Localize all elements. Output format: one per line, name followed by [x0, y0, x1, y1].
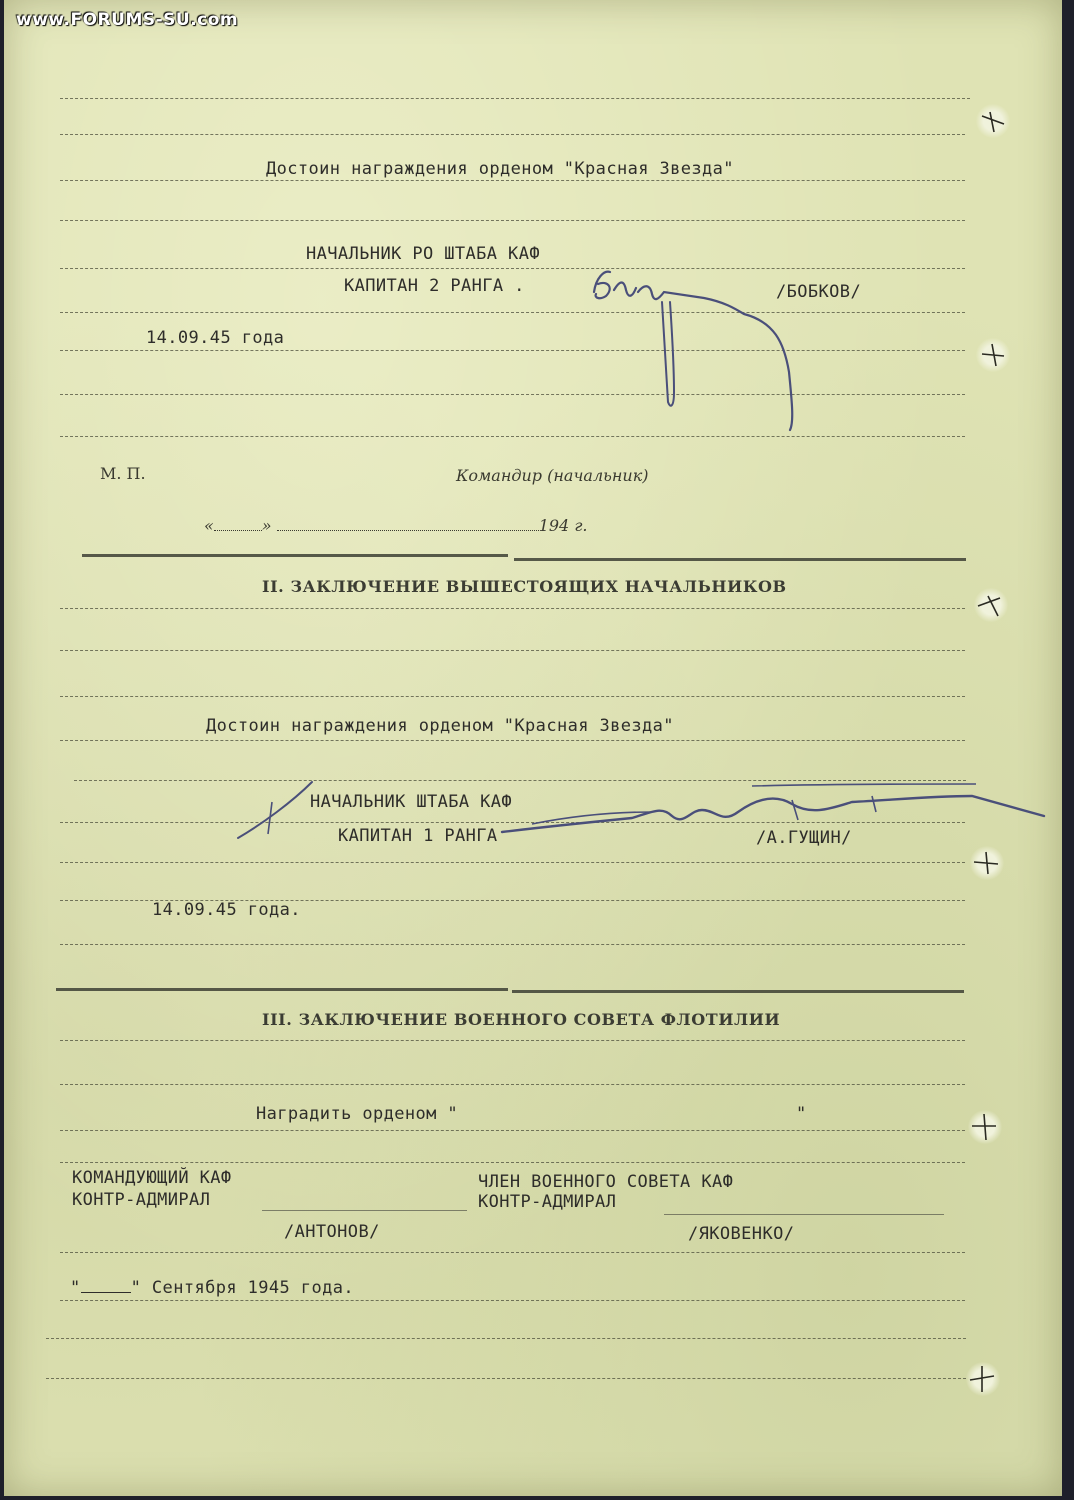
signature-bobkov: [584, 262, 814, 442]
form-line: [60, 1130, 965, 1131]
form-line: [60, 696, 965, 697]
section-divider: [514, 558, 966, 561]
form-line: [60, 1040, 965, 1041]
form-line: [60, 134, 965, 135]
form-line: [60, 650, 965, 651]
section-divider: [512, 990, 964, 993]
form-line: [60, 608, 965, 609]
form-line: [60, 312, 965, 313]
signer-rank: КАПИТАН 2 РАНГА .: [344, 276, 525, 296]
document-sheet: [4, 0, 1062, 1496]
award-prefix: Наградить орденом ": [256, 1104, 459, 1124]
form-line: [60, 394, 965, 395]
form-line: [60, 1300, 965, 1301]
form-line: [60, 740, 965, 741]
form-line: [60, 436, 965, 437]
form-line: [60, 268, 965, 269]
date-form-open: «: [204, 516, 214, 535]
form-line: [60, 1252, 965, 1253]
right-signer-name: /ЯКОВЕНКО/: [688, 1224, 795, 1244]
stamp-label: М. П.: [100, 464, 146, 483]
form-line: [60, 1084, 965, 1085]
council-date-text: Сентября 1945 года.: [151, 1278, 354, 1298]
right-signer-title: ЧЛЕН ВОЕННОГО СОВЕТА КАФ: [478, 1172, 734, 1192]
council-date: [70, 1278, 354, 1298]
award-suffix: ": [796, 1104, 807, 1124]
left-signer-title: КОМАНДУЮЩИЙ КАФ: [72, 1168, 232, 1188]
section-divider: [56, 988, 508, 991]
signer-name: /А.ГУЩИН/: [756, 828, 852, 848]
verdict-text: Достоин награждения орденом "Красная Звезда": [206, 716, 674, 736]
left-signer-name: /АНТОНОВ/: [284, 1222, 380, 1242]
form-line: [60, 180, 965, 181]
form-line: [46, 1338, 966, 1339]
signature-gushchin: [232, 772, 1062, 862]
form-line: [60, 944, 965, 945]
form-line: [46, 1378, 966, 1379]
right-signer-rank: КОНТР-АДМИРАЛ: [478, 1192, 617, 1212]
commander-label: Командир (начальник): [456, 466, 649, 485]
form-line: [60, 1162, 965, 1163]
council-date-close: ": [130, 1278, 142, 1298]
punch-hole: [966, 1362, 1000, 1396]
punch-hole: [976, 338, 1010, 372]
verdict-text: Достоин награждения орденом "Красная Звезда": [266, 159, 734, 179]
signer-position: НАЧАЛЬНИК ШТАБА КАФ: [310, 792, 513, 812]
punch-hole: [976, 104, 1010, 138]
date-form-close: »: [261, 516, 272, 535]
form-line: [60, 220, 965, 221]
signature-line: [664, 1214, 944, 1215]
form-line: [60, 862, 965, 863]
signature-date: 14.09.45 года.: [152, 900, 301, 920]
signer-name: /БОБКОВ/: [776, 282, 862, 302]
signer-position: НАЧАЛЬНИК РО ШТАБА КАФ: [306, 244, 540, 264]
date-form: [204, 516, 588, 535]
left-signer-rank: КОНТР-АДМИРАЛ: [72, 1190, 211, 1210]
signature-line: [262, 1210, 467, 1211]
section-heading-3: III. ЗАКЛЮЧЕНИЕ ВОЕННОГО СОВЕТА ФЛОТИЛИИ: [262, 1010, 781, 1029]
section-divider: [82, 554, 508, 557]
section-heading-2: II. ЗАКЛЮЧЕНИЕ ВЫШЕСТОЯЩИХ НАЧАЛЬНИКОВ: [262, 577, 787, 596]
date-form-year: 194: [538, 516, 570, 535]
punch-hole: [970, 846, 1004, 880]
council-date-open: ": [70, 1278, 81, 1298]
signer-rank: КАПИТАН 1 РАНГА: [338, 826, 498, 846]
form-line: [60, 98, 970, 99]
form-line: [60, 350, 965, 351]
punch-hole: [968, 1110, 1002, 1144]
watermark: www.FORUMS-SU.com: [16, 10, 239, 30]
signature-date: 14.09.45 года: [146, 328, 285, 348]
punch-hole: [974, 588, 1008, 622]
date-form-suffix: г.: [574, 516, 588, 535]
